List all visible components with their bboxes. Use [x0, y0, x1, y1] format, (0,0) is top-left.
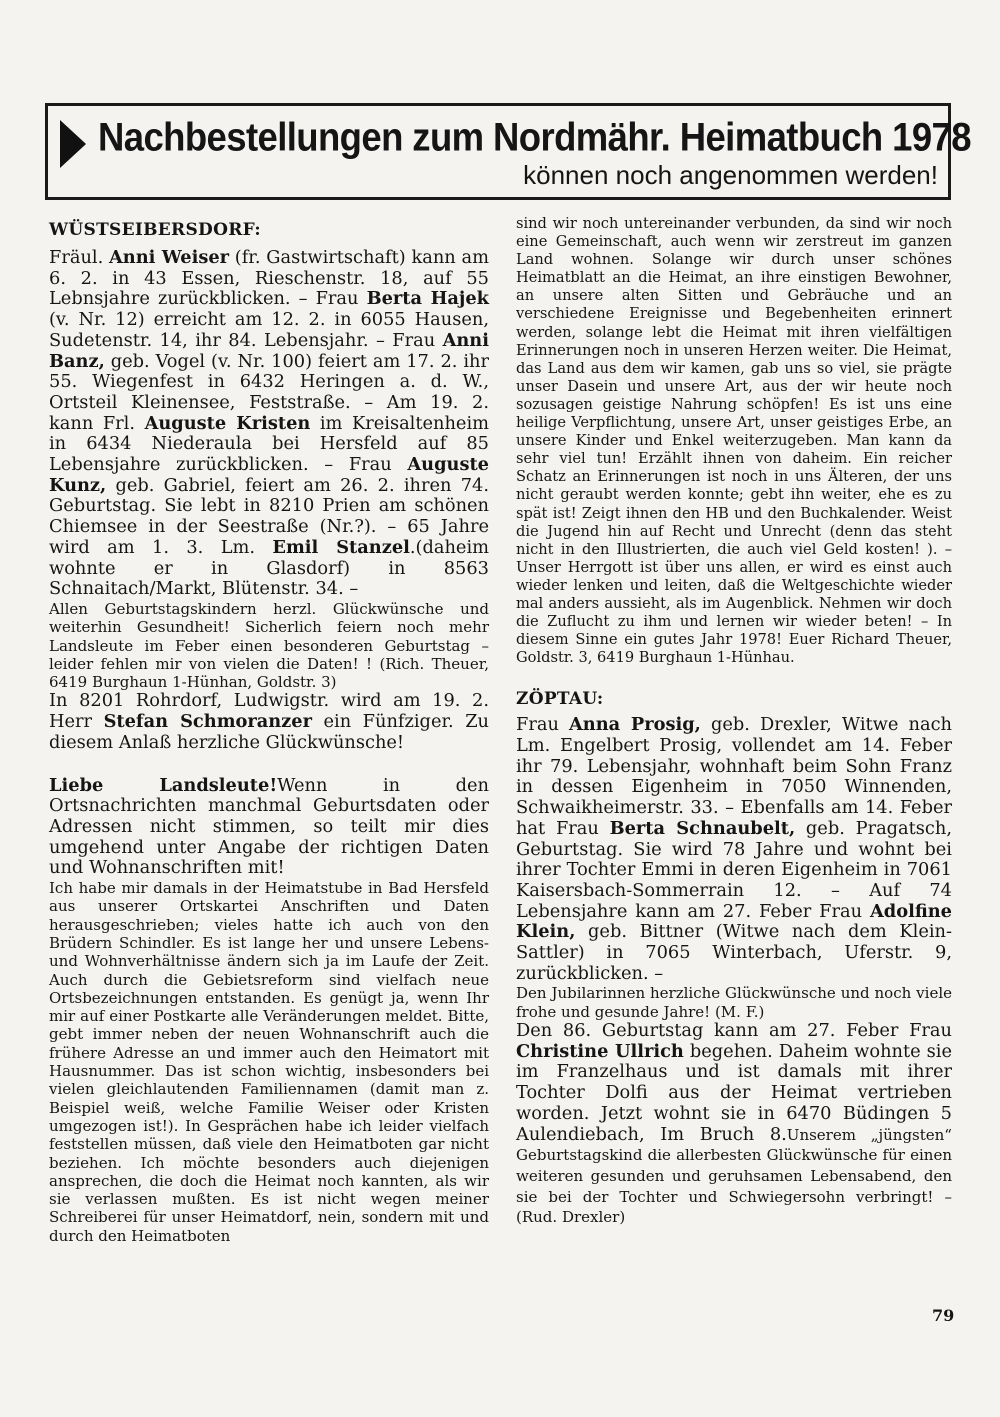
person-name: Adolfine Klein, [516, 900, 952, 943]
arrow-icon [60, 120, 86, 168]
banner-subtitle: können noch angenommen werden! [523, 160, 938, 190]
page-number: 79 [932, 1306, 955, 1325]
letter-paragraph: Ich habe mir damals in der Heimatstube in Bad Hersfeld aus unserer Ortskartei Anschriften und Daten herausgeschrieben; vieles hatte ich auch von den Brüdern Schindler. Es ist lange her und unsere Lebens- und Wohnverhältnisse ändern sich ja im Laufe der Zeit. Auch durch die Gebietsreform sind vielfach neue Ortsbezeichnungen entstanden. Es genügt ja, wenn Ihr mir auf einer Postkarte alle Veränderungen meldet. Bitte, gebt immer neben der neuen Wohnanschrift auch die frühere Adresse an und immer auch den Heimatort mit Hausnummer. Das ist schon wichtig, insbesonders bei vielen gleichlautenden Familiennamen (damit man z. Beispiel weiß, welche Familie Weiser oder Kristen umgezogen ist!). In Gesprächen habe ich leider vielfach feststellen müssen, daß viele den Heimatboten gar nicht beziehen. Ich möchte besonders auch diejenigen ansprechen, die doch die Heimat noch kannten, als wir sie verlassen mußten. Es ist nicht wegen meiner Schreiberei für unser Heimatdorf, nein, sondern mit und durch den Heimatboten [49, 879, 489, 1245]
section-heading-wuestseibersdorf: WÜSTSEIBERSDORF: [49, 220, 261, 240]
text-run: geb. Vogel (v. Nr. 100) feiert am 17. 2. ihr 55. Wiegenfest in 6432 Heringen a. d. W., Ortsteil Kleinensee, Feststraße. – Am 19. 2. kann Frl. [49, 350, 489, 434]
text-run: Wenn in den Ortsnachrichten manchmal Geburtsdaten oder Adressen nicht stimmen, so teilt mir dies umgehend unter Angabe der richtigen Daten und Wohnanschriften mit! [49, 774, 489, 879]
text-run: .(daheim wohnte er in Glasdorf) in 8563 Schnaitach/Markt, Blütenstr. 34. – [49, 536, 489, 600]
text-run: Frau [516, 714, 570, 736]
text-run: (fr. Gastwirtschaft) kann am 6. 2. in 43 Essen, Rieschenstr. 18, auf 55 Lebnsjahre zurückblicken. – Frau [49, 247, 489, 310]
person-name: Christine Ullrich [516, 1040, 684, 1062]
text-run: Fräul. [49, 247, 110, 268]
text-run: Unserem „jüngsten“ Geburtstagskind die allerbesten Glückwünsche für einen weiteren gesunden und geruhsamen Lebensabend, den sie bei der Tochter und Schwiegersohn verbringt! – (Rud. Drexler) [516, 1125, 952, 1227]
section-heading-zoeptau: ZÖPTAU: [516, 689, 604, 710]
text-run: Den 86. Geburtstag kann am 27. Feber Frau [516, 1020, 952, 1042]
text-run: begehen. Daheim wohnte sie im Franzelhaus und ist damals mit ihrer Tochter Dolfi aus der Heimat vertrieben worden. Jetzt wohnt sie in 6470 Büdingen 5 Aulendiebach, Im Bruch 8. [516, 1040, 952, 1145]
person-name: Stefan Schmoranzer [103, 711, 312, 733]
birthday-paragraph-ullrich [516, 1021, 952, 1228]
birthday-paragraph-zoeptau [516, 715, 952, 984]
person-name: Berta Hajek [366, 288, 490, 310]
text-run: geb. Bittner (Witwe nach dem Klein-Sattler) in 7065 Winterbach, Uferstr. 9, zurückblicken. – [516, 921, 952, 984]
left-column [49, 218, 489, 1245]
letter-continuation: sind wir noch untereinander verbunden, da sind wir noch eine Gemeinschaft, auch wenn wir zerstreut im ganzen Land wohnen. Solange wir durch unser schönes Heimatblatt an die Heimat, an ihre einstigen Bewohner, an unsere alten Sitten und Gebräuche und an verschiedene Ereignisse und Begebenheiten erinnert werden, solange lebt die Heimat mit ihren vielfältigen Erinnerungen noch in unseren Herzen weiter. Die Heimat, das Land aus dem wir kamen, gab uns so viel, sie prägte unser Dasein und unsere Art, aus der wir heute noch sozusagen geistige Nahrung schöpfen! Es ist uns eine heilige Verpflichtung, unsere Art, unser geistiges Erbe, an unsere Kinder und Enkel weiterzugeben. Man kann da sehr viel tun! Erzählt ihnen von daheim. Ein reicher Schatz an Erinnerungen ist noch in uns Älteren, der uns nicht geraubt werden konnte; gebt ihn weiter, ehe es zu spät ist! Zeigt ihnen den HB und den Buchkalender. Weist die Jugend hin auf Recht und Unrecht (denn das steht nicht in den Illustrierten, die auch viel Geld kosten! ). – Unser Herrgott ist über uns allen, er wird es einst auch wieder lenken und leiten, daß die Weltgeschichte wieder mal anders aussieht, als im Augenblick. Nehmen wir doch die Zuflucht zu ihm und lernen wir wieder beten! – In diesem Sinne ein gutes Jahr 1978! Euer Richard Theuer, Goldstr. 3, 6419 Burghaun 1-Hünhau. [516, 215, 952, 667]
person-name: Berta Schnaubelt, [609, 817, 796, 839]
person-name: Emil Stanzel [272, 536, 410, 558]
birthday-paragraph-1 [49, 248, 489, 600]
appeal-lead: Liebe Landsleute! [49, 774, 278, 796]
person-name: Anni Banz, [49, 329, 489, 372]
announcement-banner [45, 103, 971, 200]
greeting-paragraph: Allen Geburtstagskindern herzl. Glückwünsche und weiterhin Gesundheit! Sicherlich feiern noch mehr Landsleute im Feber einen besonderen Geburtstag – leider fehlen mir von vielen die Daten! ! (Rich. Theuer, 6419 Burghaun 1-Hünhan, Goldstr. 3) [49, 599, 489, 692]
person-name: Anna Prosig, [569, 714, 701, 736]
appeal-paragraph [49, 776, 489, 880]
text-run: geb. Pragatsch, Geburtstag. Sie wird 78 Jahre und wohnt bei ihrer Tochter Emmi in deren Eigenheim in 7061 Kaisersbach-Sommerrain 12. – Auf 74 Lebensjahre kann am 27. Feber Frau [516, 817, 952, 922]
text-run: geb. Drexler, Witwe nach Lm. Engelbert Prosig, vollendet am 14. Feber ihr 79. Lebensjahr, wohnhaft beim Sohn Franz in dessen Eigenheim in 7050 Winnenden, Schwaikheimerstr. 33. – Ebenfalls am 14. Feber hat Frau [516, 714, 952, 839]
text-run: In 8201 Rohrdorf, Ludwigstr. wird am 19. 2. Herr [49, 690, 489, 733]
birthday-paragraph-2 [49, 691, 489, 753]
text-run: ein Fünfziger. Zu diesem Anlaß herzliche Glückwünsche! [49, 711, 489, 753]
person-name: Auguste Kristen [144, 412, 311, 434]
jubilee-greeting: Den Jubilarinnen herzliche Glückwünsche und noch viele frohe und gesunde Jahre! (M. F.) [516, 984, 952, 1021]
text-run: (v. Nr. 12) erreicht am 12. 2. in 6055 Hausen, Sudetenstr. 14, ihr 84. Lebensjahr. – Frau [49, 309, 489, 351]
text-run: im Kreisaltenheim in 6434 Niederaula bei Hersfeld auf 85 Lebensjahre zurückblicken. – Frau [49, 412, 490, 476]
person-name: Anni Weiser [109, 247, 230, 268]
text-run: geb. Gabriel, feiert am 26. 2. ihren 74. Geburtstag. Sie lebt in 8210 Prien am schönen Chiemsee in der Seestraße (Nr.?). – 65 Jahre wird am 1. 3. Lm. [49, 474, 489, 558]
right-column [516, 215, 952, 1228]
banner-title: Nachbestellungen zum Nordmähr. Heimatbuch 1978 [98, 115, 971, 160]
person-name: Auguste Kunz, [49, 454, 489, 496]
